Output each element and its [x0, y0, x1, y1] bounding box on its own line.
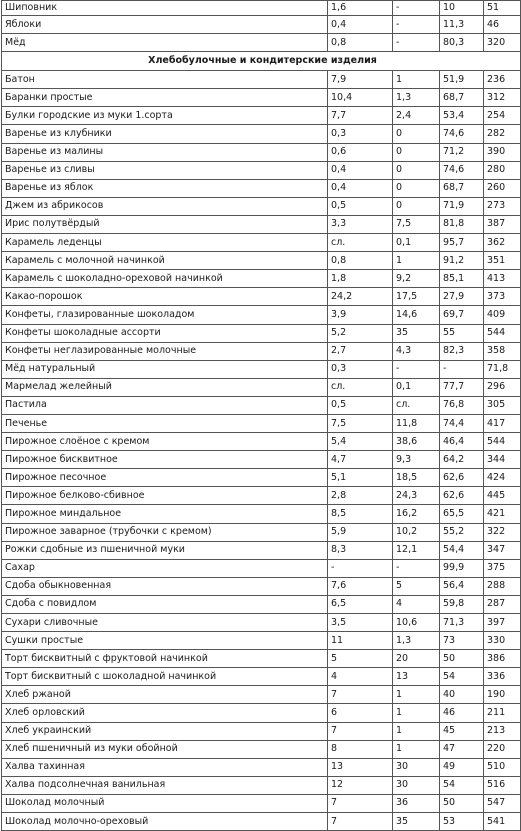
protein-cell: 7: [328, 813, 393, 831]
table-row: [2, 252, 521, 270]
product-name-cell: Хлеб орловский: [2, 704, 328, 722]
protein-cell: 7,6: [328, 577, 393, 595]
product-name-cell: Сушки простые: [2, 632, 328, 650]
product-name-cell: Пирожное слоёное с кремом: [2, 433, 328, 451]
fat-cell: 1: [393, 71, 440, 89]
product-name-cell: Рожки сдобные из пшеничной муки: [2, 541, 328, 559]
protein-cell: 0,3: [328, 125, 393, 143]
table-row: [2, 740, 521, 758]
nutrition-table: [1, 0, 521, 831]
fat-cell: -: [393, 559, 440, 577]
protein-cell: 7: [328, 794, 393, 812]
table-row: [2, 71, 521, 89]
fat-cell: 35: [393, 813, 440, 831]
carbs-cell: 74,6: [440, 161, 484, 179]
fat-cell: -: [393, 16, 440, 34]
protein-cell: 12: [328, 776, 393, 794]
table-row: [2, 523, 521, 541]
fat-cell: 4: [393, 595, 440, 613]
table-row: [2, 776, 521, 794]
kcal-cell: 46: [484, 16, 521, 34]
fat-cell: 30: [393, 776, 440, 794]
fat-cell: 18,5: [393, 469, 440, 487]
protein-cell: 2,7: [328, 342, 393, 360]
table-row: [2, 306, 521, 324]
table-row: [2, 813, 521, 831]
product-name-cell: Конфеты шоколадные ассорти: [2, 324, 328, 342]
protein-cell: 0,3: [328, 360, 393, 378]
carbs-cell: 74,6: [440, 125, 484, 143]
carbs-cell: 77,7: [440, 378, 484, 396]
carbs-cell: 71,9: [440, 197, 484, 215]
fat-cell: 20: [393, 650, 440, 668]
product-name-cell: Варенье из малины: [2, 143, 328, 161]
nutrition-table-body: [2, 1, 521, 831]
kcal-cell: 445: [484, 487, 521, 505]
table-row: [2, 704, 521, 722]
protein-cell: 8: [328, 740, 393, 758]
fat-cell: 1: [393, 722, 440, 740]
product-name-cell: Сдоба обыкновенная: [2, 577, 328, 595]
product-name-cell: Батон: [2, 71, 328, 89]
kcal-cell: 336: [484, 668, 521, 686]
product-name-cell: Шиповник: [2, 1, 328, 16]
protein-cell: 6: [328, 704, 393, 722]
fat-cell: 9,2: [393, 270, 440, 288]
table-row: [2, 686, 521, 704]
protein-cell: 3,5: [328, 614, 393, 632]
product-name-cell: Мёд натуральный: [2, 360, 328, 378]
carbs-cell: 54: [440, 668, 484, 686]
table-row: [2, 650, 521, 668]
product-name-cell: Пирожное песочное: [2, 469, 328, 487]
carbs-cell: 65,5: [440, 505, 484, 523]
product-name-cell: Какао-порошок: [2, 288, 328, 306]
table-row: [2, 324, 521, 342]
carbs-cell: 59,8: [440, 595, 484, 613]
kcal-cell: 236: [484, 71, 521, 89]
kcal-cell: 51: [484, 1, 521, 16]
protein-cell: 4,7: [328, 451, 393, 469]
carbs-cell: 54: [440, 776, 484, 794]
fat-cell: 0: [393, 161, 440, 179]
fat-cell: 10,2: [393, 523, 440, 541]
fat-cell: 10,6: [393, 614, 440, 632]
fat-cell: 17,5: [393, 288, 440, 306]
fat-cell: 9,3: [393, 451, 440, 469]
section-header-row: [2, 52, 521, 71]
carbs-cell: 99,9: [440, 559, 484, 577]
protein-cell: 0,4: [328, 16, 393, 34]
kcal-cell: 330: [484, 632, 521, 650]
table-row: [2, 34, 521, 52]
table-row: [2, 215, 521, 233]
kcal-cell: 358: [484, 342, 521, 360]
fat-cell: 12,1: [393, 541, 440, 559]
protein-cell: 13: [328, 758, 393, 776]
section-title: Хлебобулочные и кондитерские изделия: [2, 52, 521, 71]
fat-cell: 36: [393, 794, 440, 812]
carbs-cell: 27,9: [440, 288, 484, 306]
carbs-cell: 53,4: [440, 107, 484, 125]
table-row: [2, 559, 521, 577]
protein-cell: 5: [328, 650, 393, 668]
kcal-cell: 544: [484, 433, 521, 451]
kcal-cell: 254: [484, 107, 521, 125]
table-row: [2, 396, 521, 414]
table-row: [2, 451, 521, 469]
product-name-cell: Конфеты, глазированные шоколадом: [2, 306, 328, 324]
product-name-cell: Варенье из яблок: [2, 179, 328, 197]
kcal-cell: 373: [484, 288, 521, 306]
table-row: [2, 125, 521, 143]
kcal-cell: 296: [484, 378, 521, 396]
protein-cell: 4: [328, 668, 393, 686]
carbs-cell: 54,4: [440, 541, 484, 559]
fat-cell: -: [393, 360, 440, 378]
fat-cell: 5: [393, 577, 440, 595]
table-row: [2, 469, 521, 487]
kcal-cell: 413: [484, 270, 521, 288]
fat-cell: 7,5: [393, 215, 440, 233]
protein-cell: 3,9: [328, 306, 393, 324]
kcal-cell: 282: [484, 125, 521, 143]
product-name-cell: Халва подсолнечная ванильная: [2, 776, 328, 794]
kcal-cell: 347: [484, 541, 521, 559]
carbs-cell: 46: [440, 704, 484, 722]
protein-cell: 7: [328, 722, 393, 740]
fat-cell: 1,3: [393, 632, 440, 650]
fat-cell: 11,8: [393, 414, 440, 432]
protein-cell: 7,7: [328, 107, 393, 125]
kcal-cell: 190: [484, 686, 521, 704]
carbs-cell: 47: [440, 740, 484, 758]
carbs-cell: 68,7: [440, 89, 484, 107]
table-row: [2, 360, 521, 378]
table-row: [2, 433, 521, 451]
product-name-cell: Торт бисквитный с шоколадной начинкой: [2, 668, 328, 686]
protein-cell: 5,4: [328, 433, 393, 451]
kcal-cell: 260: [484, 179, 521, 197]
protein-cell: 0,8: [328, 34, 393, 52]
product-name-cell: Баранки простые: [2, 89, 328, 107]
product-name-cell: Карамель леденцы: [2, 234, 328, 252]
table-row: [2, 107, 521, 125]
product-name-cell: Хлеб ржаной: [2, 686, 328, 704]
carbs-cell: 11,3: [440, 16, 484, 34]
carbs-cell: 55,2: [440, 523, 484, 541]
kcal-cell: 390: [484, 143, 521, 161]
table-row: [2, 179, 521, 197]
kcal-cell: 351: [484, 252, 521, 270]
product-name-cell: Булки городские из муки 1.сорта: [2, 107, 328, 125]
protein-cell: сл.: [328, 234, 393, 252]
protein-cell: 7,5: [328, 414, 393, 432]
fat-cell: 0: [393, 143, 440, 161]
kcal-cell: 320: [484, 34, 521, 52]
protein-cell: 0,4: [328, 161, 393, 179]
table-row: [2, 342, 521, 360]
product-name-cell: Сухари сливочные: [2, 614, 328, 632]
protein-cell: 8,3: [328, 541, 393, 559]
fat-cell: 1: [393, 740, 440, 758]
protein-cell: 6,5: [328, 595, 393, 613]
product-name-cell: Джем из абрикосов: [2, 197, 328, 215]
carbs-cell: 71,3: [440, 614, 484, 632]
carbs-cell: 49: [440, 758, 484, 776]
product-name-cell: Пирожное заварное (трубочки с кремом): [2, 523, 328, 541]
kcal-cell: 288: [484, 577, 521, 595]
kcal-cell: 510: [484, 758, 521, 776]
kcal-cell: 421: [484, 505, 521, 523]
table-row: [2, 595, 521, 613]
kcal-cell: 273: [484, 197, 521, 215]
carbs-cell: 95,7: [440, 234, 484, 252]
product-name-cell: Печенье: [2, 414, 328, 432]
carbs-cell: 91,2: [440, 252, 484, 270]
product-name-cell: Торт бисквитный с фруктовой начинкой: [2, 650, 328, 668]
kcal-cell: 375: [484, 559, 521, 577]
table-row: [2, 487, 521, 505]
table-row: [2, 722, 521, 740]
product-name-cell: Конфеты неглазированные молочные: [2, 342, 328, 360]
kcal-cell: 516: [484, 776, 521, 794]
fat-cell: сл.: [393, 396, 440, 414]
table-row: [2, 143, 521, 161]
product-name-cell: Пирожное белково-сбивное: [2, 487, 328, 505]
table-row: [2, 270, 521, 288]
fat-cell: -: [393, 34, 440, 52]
fat-cell: 0: [393, 197, 440, 215]
table-row: [2, 614, 521, 632]
table-row: [2, 16, 521, 34]
protein-cell: -: [328, 559, 393, 577]
fat-cell: 1: [393, 704, 440, 722]
fat-cell: 13: [393, 668, 440, 686]
product-name-cell: Сахар: [2, 559, 328, 577]
kcal-cell: 397: [484, 614, 521, 632]
protein-cell: 1,8: [328, 270, 393, 288]
kcal-cell: 287: [484, 595, 521, 613]
table-row: [2, 577, 521, 595]
protein-cell: 7,9: [328, 71, 393, 89]
table-row: [2, 161, 521, 179]
protein-cell: 5,1: [328, 469, 393, 487]
kcal-cell: 547: [484, 794, 521, 812]
carbs-cell: 53: [440, 813, 484, 831]
table-row: [2, 378, 521, 396]
protein-cell: 5,9: [328, 523, 393, 541]
table-row: [2, 668, 521, 686]
carbs-cell: 40: [440, 686, 484, 704]
carbs-cell: 81,8: [440, 215, 484, 233]
protein-cell: 0,5: [328, 396, 393, 414]
product-name-cell: Пастила: [2, 396, 328, 414]
carbs-cell: 50: [440, 650, 484, 668]
carbs-cell: 82,3: [440, 342, 484, 360]
kcal-cell: 424: [484, 469, 521, 487]
kcal-cell: 213: [484, 722, 521, 740]
kcal-cell: 386: [484, 650, 521, 668]
kcal-cell: 541: [484, 813, 521, 831]
kcal-cell: 312: [484, 89, 521, 107]
product-name-cell: Сдоба с повидлом: [2, 595, 328, 613]
protein-cell: 1,6: [328, 1, 393, 16]
product-name-cell: Хлеб украинский: [2, 722, 328, 740]
fat-cell: 0: [393, 179, 440, 197]
protein-cell: 5,2: [328, 324, 393, 342]
fat-cell: -: [393, 1, 440, 16]
carbs-cell: 76,8: [440, 396, 484, 414]
carbs-cell: 46,4: [440, 433, 484, 451]
protein-cell: 24,2: [328, 288, 393, 306]
protein-cell: 7: [328, 686, 393, 704]
fat-cell: 4,3: [393, 342, 440, 360]
product-name-cell: Карамель с молочной начинкой: [2, 252, 328, 270]
product-name-cell: Мармелад желейный: [2, 378, 328, 396]
table-row: [2, 197, 521, 215]
product-name-cell: Шоколад молочный: [2, 794, 328, 812]
carbs-cell: 74,4: [440, 414, 484, 432]
table-row: [2, 234, 521, 252]
carbs-cell: 51,9: [440, 71, 484, 89]
kcal-cell: 322: [484, 523, 521, 541]
carbs-cell: 85,1: [440, 270, 484, 288]
kcal-cell: 409: [484, 306, 521, 324]
protein-cell: 0,8: [328, 252, 393, 270]
kcal-cell: 387: [484, 215, 521, 233]
fat-cell: 35: [393, 324, 440, 342]
carbs-cell: 68,7: [440, 179, 484, 197]
table-row: [2, 1, 521, 16]
product-name-cell: Хлеб пшеничный из муки обойной: [2, 740, 328, 758]
table-row: [2, 794, 521, 812]
carbs-cell: 62,6: [440, 469, 484, 487]
fat-cell: 38,6: [393, 433, 440, 451]
carbs-cell: 64,2: [440, 451, 484, 469]
fat-cell: 1: [393, 686, 440, 704]
fat-cell: 1,3: [393, 89, 440, 107]
kcal-cell: 344: [484, 451, 521, 469]
table-row: [2, 89, 521, 107]
product-name-cell: Варенье из клубники: [2, 125, 328, 143]
carbs-cell: 55: [440, 324, 484, 342]
fat-cell: 1: [393, 252, 440, 270]
protein-cell: 11: [328, 632, 393, 650]
table-row: [2, 505, 521, 523]
fat-cell: 14,6: [393, 306, 440, 324]
product-name-cell: Мёд: [2, 34, 328, 52]
kcal-cell: 280: [484, 161, 521, 179]
protein-cell: 2,8: [328, 487, 393, 505]
carbs-cell: 62,6: [440, 487, 484, 505]
kcal-cell: 71,8: [484, 360, 521, 378]
kcal-cell: 305: [484, 396, 521, 414]
fat-cell: 30: [393, 758, 440, 776]
table-row: [2, 541, 521, 559]
product-name-cell: Халва тахинная: [2, 758, 328, 776]
carbs-cell: 50: [440, 794, 484, 812]
carbs-cell: 69,7: [440, 306, 484, 324]
product-name-cell: Карамель с шоколадно-ореховой начинкой: [2, 270, 328, 288]
protein-cell: сл.: [328, 378, 393, 396]
fat-cell: 0: [393, 125, 440, 143]
fat-cell: 0,1: [393, 234, 440, 252]
carbs-cell: 71,2: [440, 143, 484, 161]
product-name-cell: Шоколад молочно-ореховый: [2, 813, 328, 831]
table-row: [2, 758, 521, 776]
carbs-cell: 56,4: [440, 577, 484, 595]
protein-cell: 10,4: [328, 89, 393, 107]
kcal-cell: 211: [484, 704, 521, 722]
carbs-cell: -: [440, 360, 484, 378]
fat-cell: 0,1: [393, 378, 440, 396]
protein-cell: 8,5: [328, 505, 393, 523]
fat-cell: 2,4: [393, 107, 440, 125]
product-name-cell: Варенье из сливы: [2, 161, 328, 179]
protein-cell: 0,5: [328, 197, 393, 215]
protein-cell: 3,3: [328, 215, 393, 233]
table-row: [2, 414, 521, 432]
table-row: [2, 288, 521, 306]
carbs-cell: 10: [440, 1, 484, 16]
product-name-cell: Яблоки: [2, 16, 328, 34]
fat-cell: 24,3: [393, 487, 440, 505]
kcal-cell: 220: [484, 740, 521, 758]
kcal-cell: 544: [484, 324, 521, 342]
carbs-cell: 45: [440, 722, 484, 740]
carbs-cell: 73: [440, 632, 484, 650]
product-name-cell: Ирис полутвёрдый: [2, 215, 328, 233]
protein-cell: 0,6: [328, 143, 393, 161]
kcal-cell: 417: [484, 414, 521, 432]
kcal-cell: 362: [484, 234, 521, 252]
carbs-cell: 80,3: [440, 34, 484, 52]
fat-cell: 16,2: [393, 505, 440, 523]
product-name-cell: Пирожное миндальное: [2, 505, 328, 523]
table-row: [2, 632, 521, 650]
protein-cell: 0,4: [328, 179, 393, 197]
product-name-cell: Пирожное бисквитное: [2, 451, 328, 469]
